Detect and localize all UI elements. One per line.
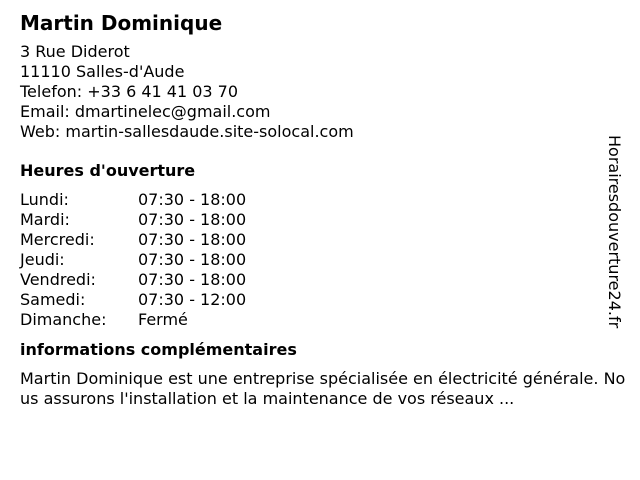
hours-time: 07:30 - 18:00 [138, 230, 247, 249]
hours-row-dimanche [20, 310, 630, 330]
site-watermark: Horairesdouverture24.fr [605, 135, 624, 329]
hours-time: 07:30 - 12:00 [138, 290, 247, 309]
business-name: Martin Dominique [20, 11, 223, 35]
email-line: Email: dmartinelec@gmail.com [20, 102, 271, 121]
hours-day: Lundi: [20, 190, 69, 209]
hours-day: Vendredi: [20, 270, 96, 289]
hours-row-samedi [20, 290, 630, 310]
hours-row-mercredi [20, 230, 630, 250]
hours-day: Mardi: [20, 210, 70, 229]
hours-time: 07:30 - 18:00 [138, 250, 247, 269]
hours-time: Fermé [138, 310, 188, 329]
hours-time: 07:30 - 18:00 [138, 270, 247, 289]
address-city: 11110 Salles-d'Aude [20, 62, 185, 81]
hours-time: 07:30 - 18:00 [138, 190, 247, 209]
hours-table [20, 190, 630, 330]
phone-line: Telefon: +33 6 41 41 03 70 [20, 82, 239, 101]
web-line: Web: martin-sallesdaude.site-solocal.com [20, 122, 354, 141]
info-description: Martin Dominique est une entreprise spécialisée en électricité générale. Nous assurons l'installation et la maintenance de vos réseaux ... [20, 369, 626, 408]
hours-day: Mercredi: [20, 230, 95, 249]
business-card [20, 10, 630, 409]
info-heading: informations complémentaires [20, 340, 297, 359]
hours-row-mardi [20, 210, 630, 230]
hours-heading: Heures d'ouverture [20, 161, 196, 180]
hours-time: 07:30 - 18:00 [138, 210, 247, 229]
hours-day: Jeudi: [20, 250, 65, 269]
hours-day: Dimanche: [20, 310, 107, 329]
hours-day: Samedi: [20, 290, 86, 309]
hours-row-vendredi [20, 270, 630, 290]
hours-row-lundi [20, 190, 630, 210]
hours-row-jeudi [20, 250, 630, 270]
address-street: 3 Rue Diderot [20, 42, 130, 61]
